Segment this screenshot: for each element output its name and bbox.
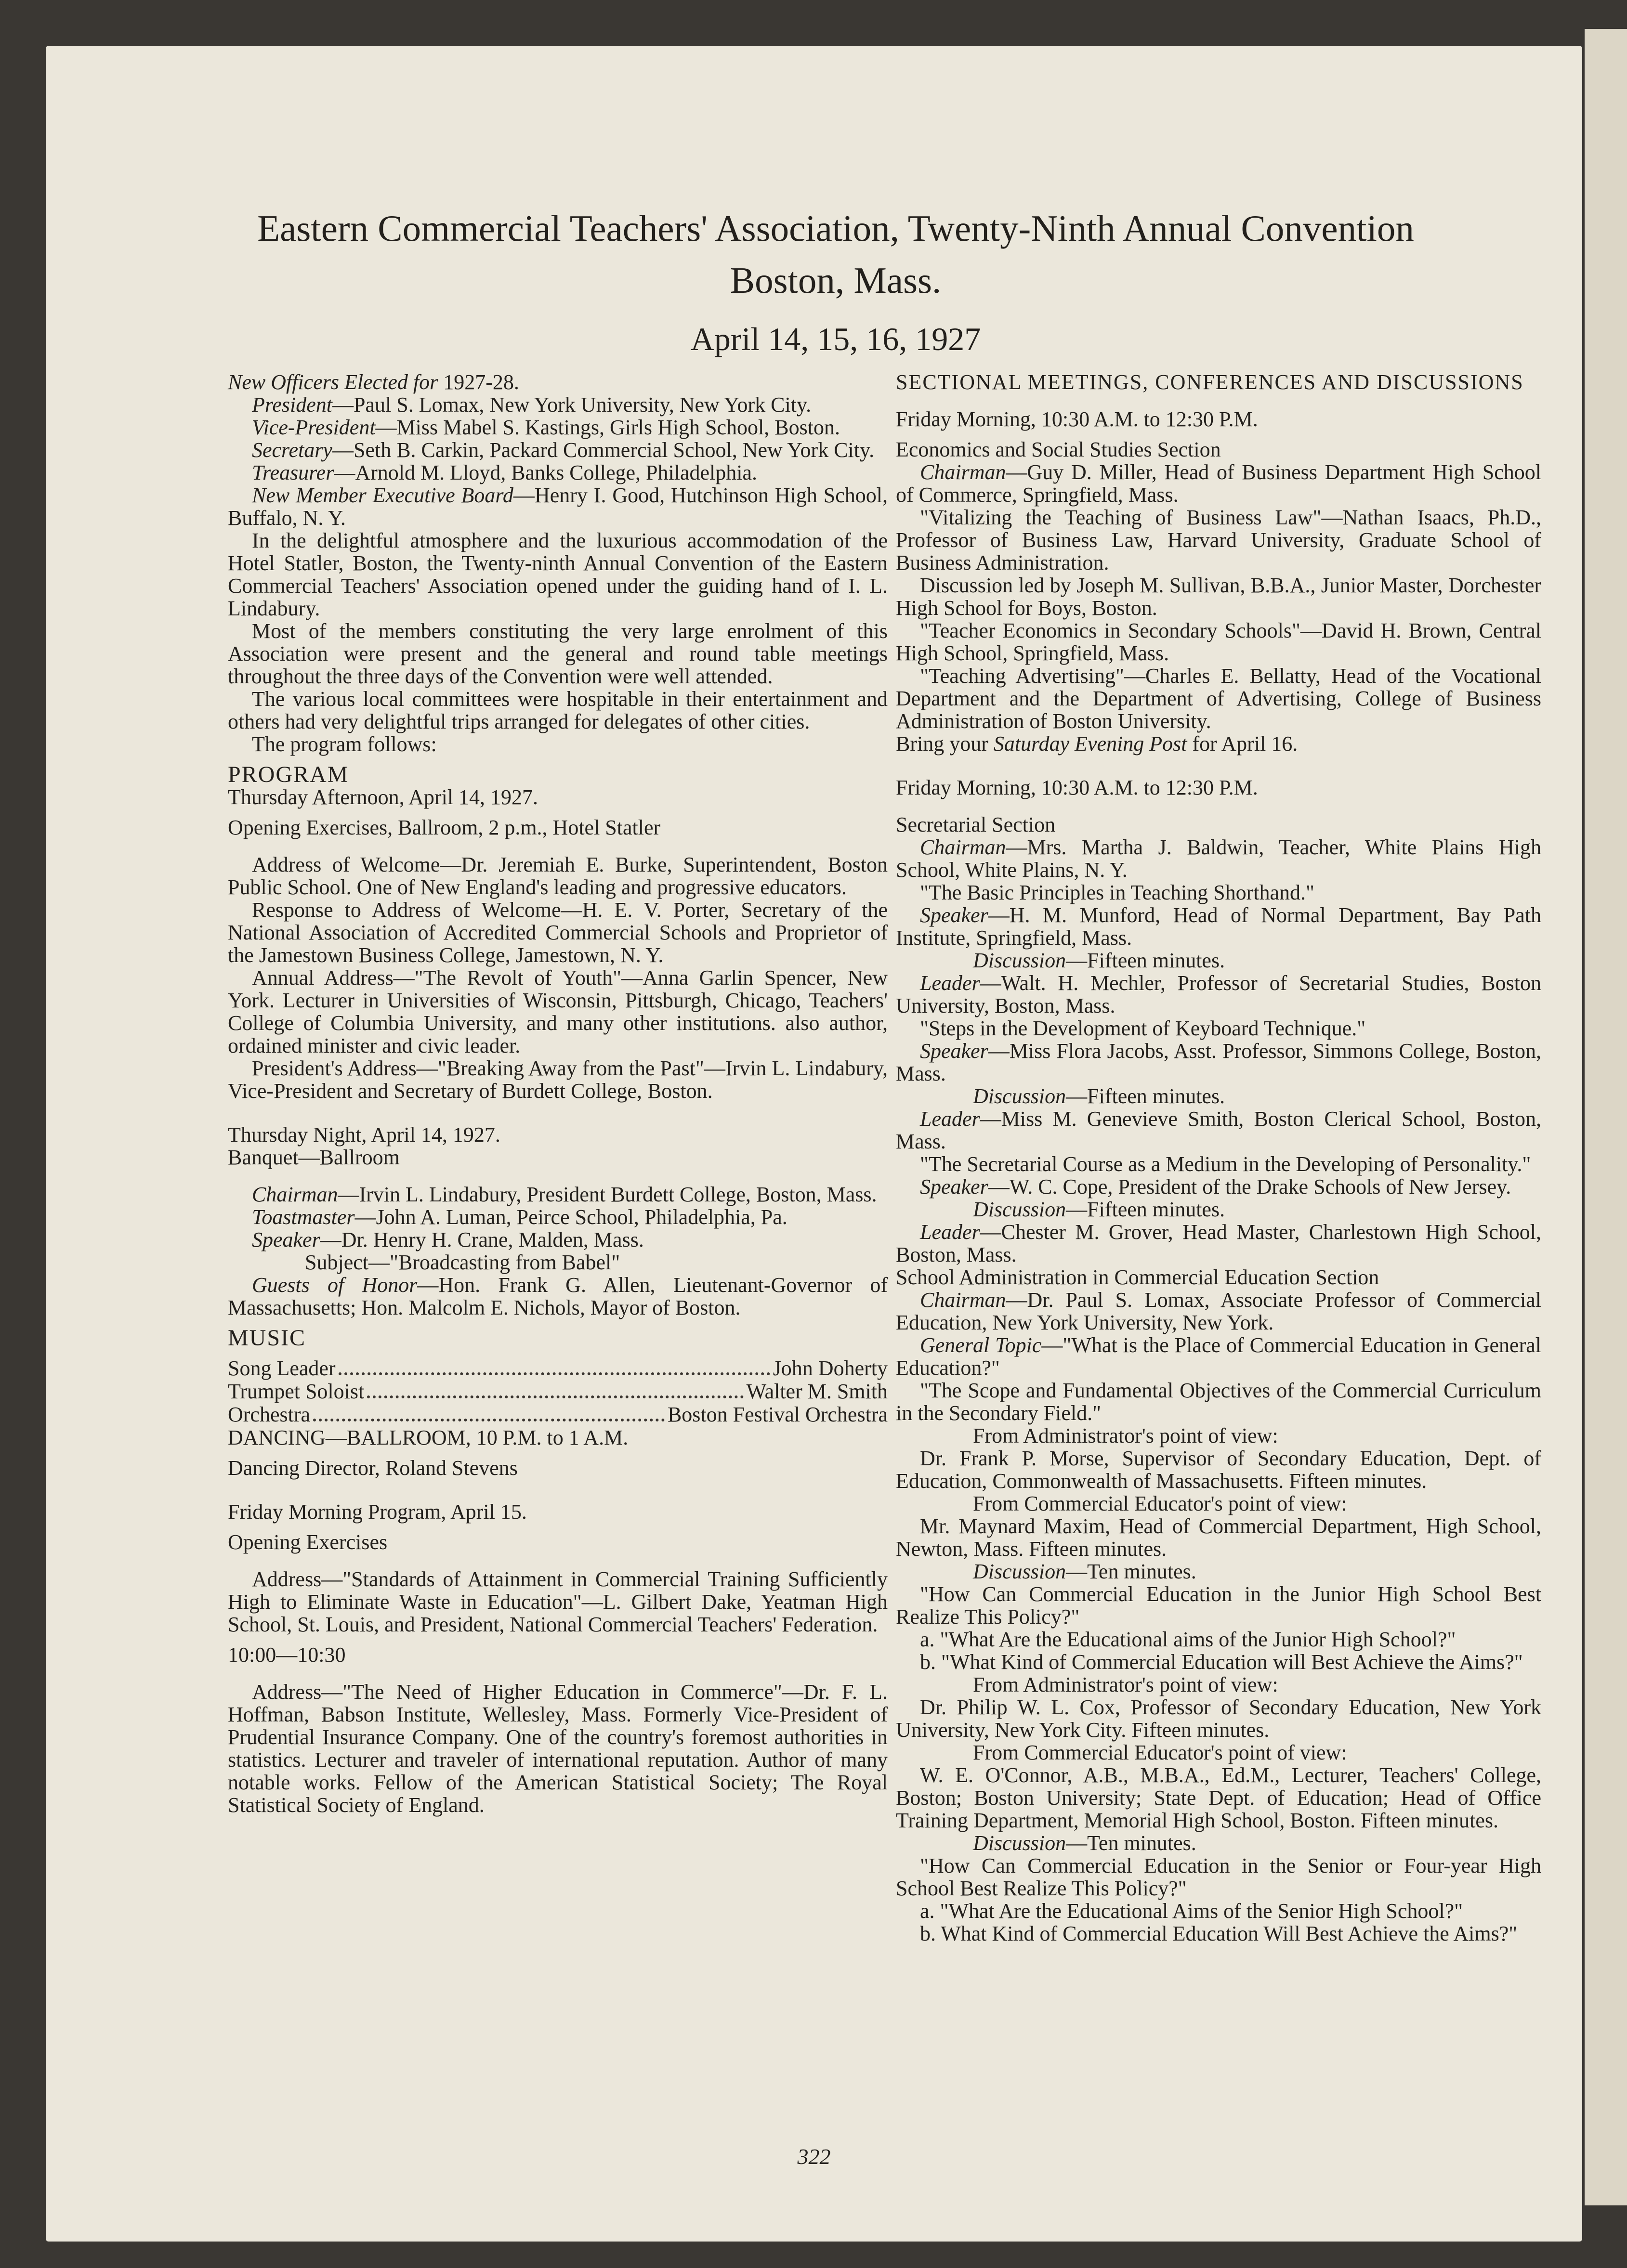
music-entry: [228, 1357, 888, 1380]
section-chairman: [896, 461, 1541, 506]
role-label: Leader: [920, 1107, 980, 1131]
officers-heading-italic: New Officers Elected for: [228, 370, 438, 394]
convention-dates: April 14, 15, 16, 1927: [690, 321, 981, 357]
role-text: —H. M. Munford, Head of Normal Department, Bay Path Institute, Springfield, Mass.: [896, 903, 1541, 950]
banquet-guests: [228, 1274, 888, 1319]
role-text: —Mrs. Martha J. Baldwin, Teacher, White Plains High School, White Plains, N. Y.: [896, 835, 1541, 882]
role-text: —John A. Luman, Peirce School, Philadelphia, Pa.: [354, 1205, 787, 1229]
session-heading: Friday Morning, 10:30 A.M. to 12:30 P.M.: [896, 776, 1258, 799]
officer-label: Treasurer: [252, 461, 334, 484]
section-title: Economics and Social Studies Section: [896, 438, 1221, 461]
viewpoint-heading: From Administrator's point of view:: [973, 1424, 1278, 1447]
officer-text: —Arnold M. Lloyd, Banks College, Philadelphia.: [334, 461, 758, 484]
section-title: Secretarial Section: [896, 813, 1056, 836]
program-item: Dr. Philip W. L. Cox, Professor of Secondary Education, New York University, New York City. Fifteen minutes.: [896, 1695, 1541, 1742]
banquet-subject: Subject—"Broadcasting from Babel": [305, 1251, 620, 1274]
program-item: "The Basic Principles in Teaching Shorthand.": [920, 881, 1314, 904]
leader-line: [896, 1108, 1541, 1153]
title-line-2: Boston, Mass.: [730, 260, 942, 301]
section-chairman: [896, 836, 1541, 881]
role-text: —Fifteen minutes.: [1066, 1198, 1225, 1221]
role-text: —Walt. H. Mechler, Professor of Secretarial Studies, Boston University, Boston, Mass.: [896, 971, 1541, 1017]
role-label: Toastmaster: [252, 1205, 355, 1229]
role-label: Discussion: [973, 1560, 1066, 1583]
dancing-heading: DANCING—BALLROOM, 10 P.M. to 1 A.M.: [228, 1426, 629, 1449]
music-entry: [228, 1380, 888, 1403]
leader-line: [896, 972, 1541, 1017]
role-text: —Hon. Frank G. Allen, Lieutenant-Governor of Massachusetts; Hon. Malcolm E. Nichols, Mayor of Boston.: [228, 1273, 888, 1319]
banquet-toastmaster: [228, 1206, 888, 1228]
program-item: President's Address—"Breaking Away from the Past"—Irvin L. Lindabury, Vice-President and Secretary of Burdett College, Boston.: [228, 1056, 888, 1103]
discussion-line: [896, 1085, 1541, 1108]
section-chairman: [896, 1289, 1541, 1334]
intro-paragraph: The various local committees were hospitable in their entertainment and others had very delightful trips arranged for delegates of other cities.: [228, 687, 888, 733]
program-item: "The Secretarial Course as a Medium in the Developing of Personality.": [920, 1152, 1531, 1176]
role-label: Speaker: [920, 1175, 988, 1199]
role-text: —Fifteen minutes.: [1066, 1084, 1225, 1108]
discussion-line: [896, 1832, 1541, 1854]
role-text: —"What is the Place of Commercial Education in General Education?": [896, 1333, 1541, 1380]
officers-heading-year: 1927-28.: [438, 370, 519, 394]
magazine-title: Saturday Evening Post: [993, 732, 1187, 756]
role-text: —Fifteen minutes.: [1066, 949, 1225, 972]
role-label: Guests of Honor: [252, 1273, 418, 1297]
left-column: [228, 371, 888, 1816]
speaker-line: [896, 904, 1541, 949]
leader-line: [896, 1221, 1541, 1266]
officer-label: Secretary: [252, 438, 332, 462]
discussion-line: [896, 1198, 1541, 1221]
music-performer: Boston Festival Orchestra: [667, 1403, 888, 1426]
page-title: [144, 202, 1527, 306]
program-item: a. "What Are the Educational aims of the Junior High School?": [920, 1628, 1456, 1651]
role-label: Chairman: [920, 1288, 1006, 1312]
officer-secretary: [228, 439, 888, 461]
role-text: —Chester M. Grover, Head Master, Charlestown High School, Boston, Mass.: [896, 1220, 1541, 1266]
role-label: Discussion: [973, 1831, 1066, 1855]
viewpoint-heading: From Administrator's point of view:: [973, 1673, 1278, 1696]
session-heading: Thursday Night, April 14, 1927.: [228, 1123, 500, 1147]
program-item: b. "What Kind of Commercial Education will Best Achieve the Aims?": [920, 1650, 1523, 1674]
role-label: Speaker: [920, 903, 988, 927]
session-heading: Thursday Afternoon, April 14, 1927.: [228, 785, 538, 809]
role-text: —Dr. Henry H. Crane, Malden, Mass.: [320, 1228, 644, 1251]
post-note: [896, 732, 1541, 755]
role-label: General Topic: [920, 1333, 1042, 1357]
page-number: 322: [797, 2144, 831, 2169]
role-label: Leader: [920, 971, 980, 995]
officers-heading: [228, 371, 888, 393]
role-text: —Irvin L. Lindabury, President Burdett College, Boston, Mass.: [338, 1183, 877, 1206]
program-item: Address—"The Need of Higher Education in Commerce"—Dr. F. L. Hoffman, Babson Institute, Wellesley, Mass. Formerly Vice-President of Prudential Insurance Company. One of the country's foremost authorities in statistics. Lecturer and traveler of international reputation. Author of many notable works. Fellow of the American Statistical Society; The Royal Statistical Society of England.: [228, 1680, 888, 1817]
program-item: "Steps in the Development of Keyboard Technique.": [920, 1017, 1366, 1040]
right-column: [896, 371, 1541, 1945]
role-label: Speaker: [920, 1039, 988, 1063]
program-item: b. What Kind of Commercial Education Will Best Achieve the Aims?": [920, 1922, 1518, 1945]
adjacent-page-edge: [1585, 29, 1627, 2205]
officer-vice-president: [228, 416, 888, 439]
role-label: Discussion: [973, 1084, 1066, 1108]
program-item: "Teaching Advertising"—Charles E. Bellatty, Head of the Vocational Department and the Department of Advertising, College of Business Administration of Boston University.: [896, 664, 1541, 733]
program-item: Annual Address—"The Revolt of Youth"—Anna Garlin Spencer, New York. Lecturer in Universities of Wisconsin, Pittsburgh, Chicago, Teachers' College of Columbia University, and many other institutions. also author, ordained minister and civic leader.: [228, 966, 888, 1057]
role-label: Chairman: [920, 460, 1006, 484]
music-performer: Walter M. Smith: [746, 1380, 888, 1403]
officer-text: —Paul S. Lomax, New York University, New York City.: [332, 393, 812, 417]
role-text: —W. C. Cope, President of the Drake Schools of New Jersey.: [988, 1175, 1511, 1199]
program-item: Dr. Frank P. Morse, Supervisor of Secondary Education, Dept. of Education, Commonwealth of Massachusetts. Fifteen minutes.: [896, 1447, 1541, 1493]
speaker-line: [896, 1175, 1541, 1198]
session-heading: Friday Morning Program, April 15.: [228, 1500, 527, 1524]
dancing-director: Dancing Director, Roland Stevens: [228, 1456, 518, 1480]
program-heading: PROGRAM: [228, 762, 349, 787]
officer-treasurer: [228, 461, 888, 484]
leader-dots: [367, 1395, 743, 1398]
officer-board: [228, 484, 888, 529]
time-slot: 10:00—10:30: [228, 1643, 346, 1667]
banquet-speaker: [228, 1228, 888, 1251]
music-entry: [228, 1403, 888, 1426]
role-text: —Dr. Paul S. Lomax, Associate Professor of Commercial Education, New York University, New York.: [896, 1288, 1541, 1334]
discussion-line: [896, 949, 1541, 972]
program-item: "How Can Commercial Education in the Senior or Four-year High School Best Realize This Policy?": [896, 1854, 1541, 1900]
session-subheading: Opening Exercises: [228, 1530, 388, 1554]
viewpoint-heading: From Commercial Educator's point of view:: [973, 1492, 1347, 1515]
officer-text: —Henry I. Good, Hutchinson High School, Buffalo, N. Y.: [228, 483, 888, 530]
officer-label: President: [252, 393, 332, 417]
sectional-heading: SECTIONAL MEETINGS, CONFERENCES AND DISCUSSIONS: [896, 370, 1524, 394]
program-item: a. "What Are the Educational Aims of the Senior High School?": [920, 1899, 1463, 1923]
role-label: Speaker: [252, 1228, 320, 1251]
role-text: —Guy D. Miller, Head of Business Department High School of Commerce, Springfield, Mass.: [896, 460, 1541, 507]
intro-paragraph: In the delightful atmosphere and the luxurious accommodation of the Hotel Statler, Boston, the Twenty-ninth Annual Convention of the Eastern Commercial Teachers' Association opened under the guiding hand of I. L. Lindabury.: [228, 529, 888, 620]
role-label: Leader: [920, 1220, 980, 1244]
role-text: —Miss Flora Jacobs, Asst. Professor, Simmons College, Boston, Mass.: [896, 1039, 1541, 1085]
role-label: Discussion: [973, 949, 1066, 972]
post-note-text: for April 16.: [1187, 732, 1298, 756]
program-item: Address of Welcome—Dr. Jeremiah E. Burke, Superintendent, Boston Public School. One of New England's leading and progressive educators.: [228, 853, 888, 899]
general-topic: [896, 1334, 1541, 1379]
role-text: —Miss M. Genevieve Smith, Boston Clerical School, Boston, Mass.: [896, 1107, 1541, 1153]
role-label: Chairman: [920, 835, 1006, 859]
session-subheading: Opening Exercises, Ballroom, 2 p.m., Hotel Statler: [228, 816, 661, 839]
leader-dots: [339, 1372, 770, 1375]
role-label: Discussion: [973, 1198, 1066, 1221]
music-heading: MUSIC: [228, 1325, 306, 1351]
role-text: —Ten minutes.: [1066, 1831, 1196, 1855]
speaker-line: [896, 1040, 1541, 1085]
post-note-text: Bring your: [896, 732, 994, 756]
officer-label: Vice-President: [252, 416, 376, 439]
program-item: "The Scope and Fundamental Objectives of the Commercial Curriculum in the Secondary Field.": [896, 1379, 1541, 1425]
program-item: W. E. O'Connor, A.B., M.B.A., Ed.M., Lecturer, Teachers' College, Boston; Boston University; State Dept. of Education; Head of Office Training Department, Memorial High School, Boston. Fifteen minutes.: [896, 1763, 1541, 1832]
program-item: Mr. Maynard Maxim, Head of Commercial Department, High School, Newton, Mass. Fifteen minutes.: [896, 1514, 1541, 1561]
program-item: Response to Address of Welcome—H. E. V. Porter, Secretary of the National Association of Accredited Commercial Schools and Proprietor of the Jamestown Business College, Jamestown, N. Y.: [228, 898, 888, 967]
leader-dots: [313, 1419, 665, 1421]
program-item: "Teacher Economics in Secondary Schools"—David H. Brown, Central High School, Springfield, Mass.: [896, 619, 1541, 665]
session-heading: Friday Morning, 10:30 A.M. to 12:30 P.M.: [896, 407, 1258, 431]
music-role: Song Leader: [228, 1356, 336, 1380]
intro-paragraph: Most of the members constituting the very large enrolment of this Association were present and the general and round table meetings throughout the three days of the Convention were well attended.: [228, 619, 888, 688]
section-title: School Administration in Commercial Education Section: [896, 1265, 1379, 1289]
music-role: Trumpet Soloist: [228, 1380, 365, 1403]
program-item: Address—"Standards of Attainment in Commercial Training Sufficiently High to Eliminate Waste in Education"—L. Gilbert Dake, Yeatman High School, St. Louis, and President, National Commercial Teachers' Federation.: [228, 1567, 888, 1636]
music-role: Orchestra: [228, 1403, 311, 1426]
role-text: —Ten minutes.: [1066, 1560, 1196, 1583]
officer-president: [228, 393, 888, 416]
session-subheading: Banquet—Ballroom: [228, 1146, 400, 1169]
program-item: Discussion led by Joseph M. Sullivan, B.B.A., Junior Master, Dorchester High School for Boys, Boston.: [896, 574, 1541, 620]
music-performer: John Doherty: [773, 1356, 888, 1380]
program-item: "Vitalizing the Teaching of Business Law"—Nathan Isaacs, Ph.D., Professor of Business Law, Harvard University, Graduate School of Business Administration.: [896, 506, 1541, 574]
officer-text: —Miss Mabel S. Kastings, Girls High School, Boston.: [375, 416, 840, 439]
viewpoint-heading: From Commercial Educator's point of view:: [973, 1741, 1347, 1764]
banquet-chairman: [228, 1183, 888, 1206]
intro-paragraph: The program follows:: [252, 732, 437, 756]
discussion-line: [896, 1560, 1541, 1583]
officer-label: New Member Executive Board: [252, 483, 513, 507]
title-line-1: Eastern Commercial Teachers' Association, Twenty-Ninth Annual Convention: [257, 208, 1414, 249]
program-item: "How Can Commercial Education in the Junior High School Best Realize This Policy?": [896, 1582, 1541, 1629]
role-label: Chairman: [252, 1183, 338, 1206]
officer-text: —Seth B. Carkin, Packard Commercial School, New York City.: [332, 438, 875, 462]
